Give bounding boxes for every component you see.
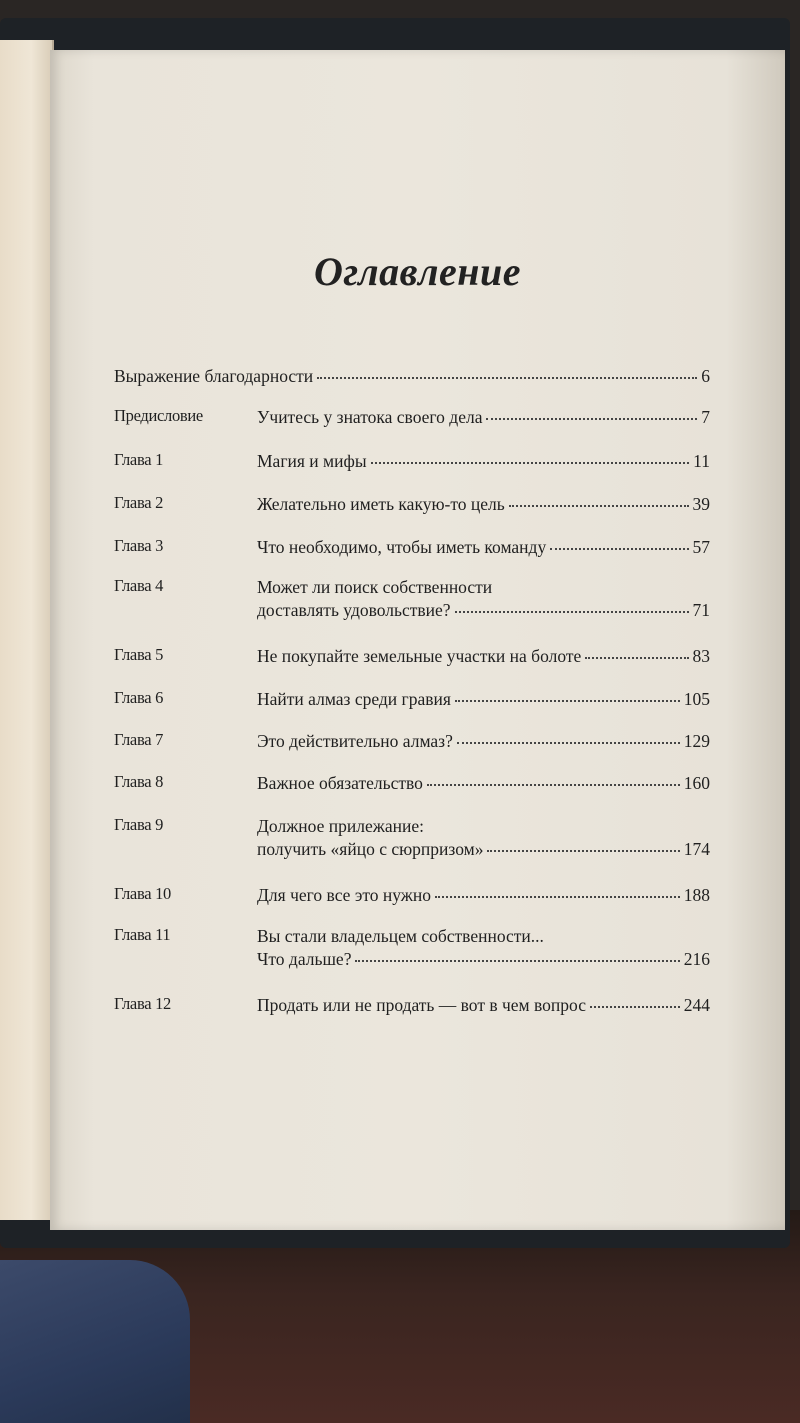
toc-entry-page: 174	[683, 839, 710, 859]
dot-leader	[509, 505, 689, 507]
toc-entry-label: Глава 4	[114, 576, 164, 595]
toc-entry-title: Учитесь у знатока своего дела	[257, 407, 483, 427]
toc-entry-page: 39	[692, 494, 710, 514]
toc-entry-page: 7	[701, 407, 710, 427]
dot-leader	[550, 548, 688, 550]
toc-entry-title: Что необходимо, чтобы иметь команду	[257, 537, 547, 557]
toc-entry-title: Желательно иметь какую-то цель	[257, 494, 505, 514]
toc-entry-label: Глава 12	[114, 994, 171, 1013]
toc-entry-title-line2: доставлять удовольствие?	[257, 600, 451, 620]
toc-entry-label: Глава 2	[114, 493, 164, 512]
dot-leader	[427, 784, 680, 786]
dot-leader	[486, 418, 697, 420]
dot-leader	[317, 377, 697, 379]
left-page-edge	[0, 40, 54, 1220]
toc-entry-page: 244	[683, 995, 710, 1015]
toc-page	[50, 50, 785, 1230]
toc-entry-page: 71	[692, 600, 710, 620]
toc-entry-label: Глава 10	[114, 884, 171, 903]
toc-entry-label: Предисловие	[114, 406, 203, 425]
toc-entry-title: Продать или не продать — вот в чем вопрос	[257, 995, 586, 1015]
dot-leader	[435, 896, 680, 898]
toc-entry-page: 216	[683, 949, 710, 969]
toc-entry-label: Глава 3	[114, 536, 164, 555]
toc-entry-title-line2: получить «яйцо с сюрпризом»	[257, 839, 484, 859]
toc-entry-title: Не покупайте земельные участки на болоте	[257, 646, 582, 666]
toc-entry-label: Глава 7	[114, 730, 164, 749]
dot-leader	[590, 1006, 680, 1008]
toc-entry-label: Глава 8	[114, 772, 164, 791]
toc-entry-label: Глава 1	[114, 450, 164, 469]
page-title: Оглавление	[313, 249, 521, 294]
toc-entry-page: 188	[683, 885, 710, 905]
toc-entry-title: Для чего все это нужно	[257, 885, 431, 905]
jeans-knee	[0, 1260, 190, 1423]
dot-leader	[457, 742, 680, 744]
toc-entry-page: 57	[692, 537, 710, 557]
toc-entry-title: Важное обязательство	[257, 773, 423, 793]
dot-leader	[455, 700, 680, 702]
toc-entry-title: Это действительно алмаз?	[257, 731, 453, 751]
toc-entry-title: Найти алмаз среди гравия	[257, 689, 451, 709]
toc-entry-page: 129	[683, 731, 710, 751]
toc-entry-label: Глава 5	[114, 645, 164, 664]
toc-entry-page: 83	[692, 646, 710, 666]
toc-entry-title: Магия и мифы	[257, 451, 367, 471]
toc-entry-page: 11	[693, 451, 710, 471]
toc-entry-label: Глава 11	[114, 925, 171, 944]
toc-entry-title-line2: Что дальше?	[257, 949, 352, 969]
dot-leader	[455, 611, 689, 613]
dot-leader	[355, 960, 679, 962]
toc-entry-title-line1: Вы стали владельцем собственности...	[257, 926, 544, 946]
toc-entry-page: 6	[701, 366, 710, 386]
dot-leader	[585, 657, 688, 659]
toc-entry-label: Глава 9	[114, 815, 164, 834]
dot-leader	[487, 850, 679, 852]
toc-entry-page: 160	[683, 773, 710, 793]
dot-leader	[371, 462, 690, 464]
toc-entry-page: 105	[683, 689, 710, 709]
toc-entry-label: Глава 6	[114, 688, 164, 707]
toc-entry-title: Выражение благодарности	[114, 366, 314, 386]
toc-entry-title-line1: Должное прилежание:	[257, 816, 424, 836]
toc-entry-title-line1: Может ли поиск собственности	[257, 577, 493, 597]
